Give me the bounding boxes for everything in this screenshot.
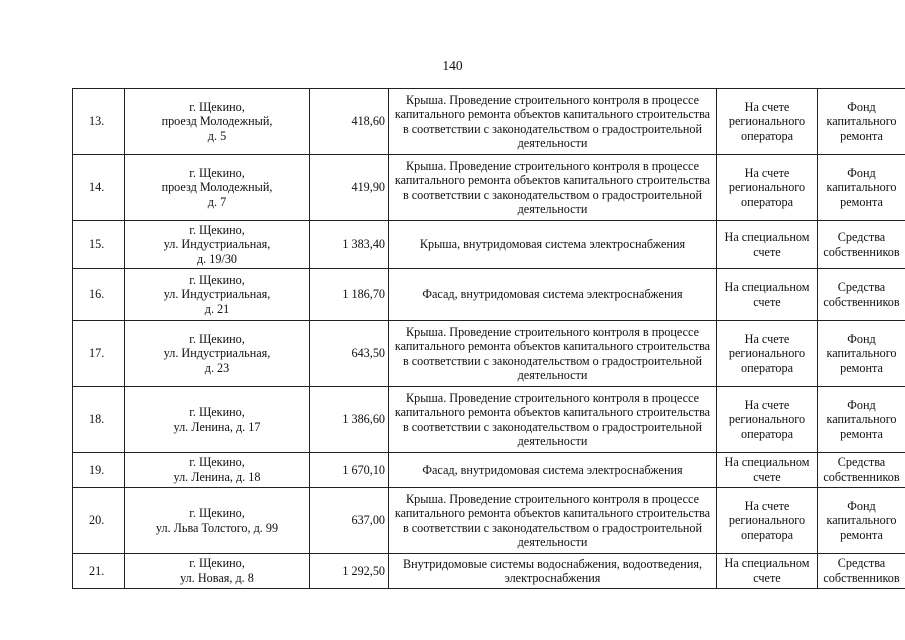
area-cell: 1 383,40: [310, 221, 389, 269]
area-cell: 1 670,10: [310, 453, 389, 488]
table-row: [73, 321, 905, 387]
row-number: 19.: [73, 453, 125, 488]
table-row: [73, 453, 905, 488]
works-cell: Фасад, внутридомовая система электроснабжения: [389, 269, 717, 321]
account-cell: На специальном счете: [717, 269, 818, 321]
area-cell: 1 186,70: [310, 269, 389, 321]
works-cell: Крыша, внутридомовая система электроснабжения: [389, 221, 717, 269]
funding-source-cell: Средства собственников: [818, 221, 905, 269]
table-row: [73, 269, 905, 321]
funding-source-cell: Фонд капитального ремонта: [818, 387, 905, 453]
works-cell: Крыша. Проведение строительного контроля в процессе капитального ремонта объектов капитального строительства в соответствии с законодательством о градостроительной деятельности: [389, 387, 717, 453]
row-number: 18.: [73, 387, 125, 453]
row-number: 13.: [73, 89, 125, 155]
repair-schedule-table: [72, 88, 905, 589]
funding-source-cell: Фонд капитального ремонта: [818, 155, 905, 221]
funding-source-cell: Средства собственников: [818, 554, 905, 589]
table-row: [73, 387, 905, 453]
area-cell: 637,00: [310, 488, 389, 554]
area-cell: 643,50: [310, 321, 389, 387]
funding-source-cell: Средства собственников: [818, 453, 905, 488]
area-cell: 419,90: [310, 155, 389, 221]
works-cell: Внутридомовые системы водоснабжения, водоотведения, электроснабжения: [389, 554, 717, 589]
account-cell: На счете регионального оператора: [717, 89, 818, 155]
table-row: [73, 155, 905, 221]
row-number: 16.: [73, 269, 125, 321]
works-cell: Фасад, внутридомовая система электроснабжения: [389, 453, 717, 488]
account-cell: На счете регионального оператора: [717, 387, 818, 453]
account-cell: На специальном счете: [717, 554, 818, 589]
row-number: 14.: [73, 155, 125, 221]
address-cell: г. Щекино, проезд Молодежный, д. 5: [125, 89, 310, 155]
table-row: [73, 221, 905, 269]
address-cell: г. Щекино, ул. Ленина, д. 17: [125, 387, 310, 453]
works-cell: Крыша. Проведение строительного контроля в процессе капитального ремонта объектов капитального строительства в соответствии с законодательством о градостроительной деятельности: [389, 89, 717, 155]
funding-source-cell: Средства собственников: [818, 269, 905, 321]
table-row: [73, 554, 905, 589]
funding-source-cell: Фонд капитального ремонта: [818, 89, 905, 155]
account-cell: На счете регионального оператора: [717, 488, 818, 554]
row-number: 17.: [73, 321, 125, 387]
address-cell: г. Щекино, ул. Индустриальная, д. 19/30: [125, 221, 310, 269]
account-cell: На специальном счете: [717, 453, 818, 488]
address-cell: г. Щекино, ул. Индустриальная, д. 21: [125, 269, 310, 321]
address-cell: г. Щекино, ул. Ленина, д. 18: [125, 453, 310, 488]
address-cell: г. Щекино, ул. Индустриальная, д. 23: [125, 321, 310, 387]
account-cell: На специальном счете: [717, 221, 818, 269]
page-number: 140: [442, 58, 463, 73]
row-number: 20.: [73, 488, 125, 554]
address-cell: г. Щекино, проезд Молодежный, д. 7: [125, 155, 310, 221]
funding-source-cell: Фонд капитального ремонта: [818, 321, 905, 387]
row-number: 15.: [73, 221, 125, 269]
works-cell: Крыша. Проведение строительного контроля в процессе капитального ремонта объектов капитального строительства в соответствии с законодательством о градостроительной деятельности: [389, 155, 717, 221]
funding-source-cell: Фонд капитального ремонта: [818, 488, 905, 554]
address-cell: г. Щекино, ул. Льва Толстого, д. 99: [125, 488, 310, 554]
row-number: 21.: [73, 554, 125, 589]
area-cell: 418,60: [310, 89, 389, 155]
account-cell: На счете регионального оператора: [717, 321, 818, 387]
table-row: [73, 488, 905, 554]
account-cell: На счете регионального оператора: [717, 155, 818, 221]
works-cell: Крыша. Проведение строительного контроля в процессе капитального ремонта объектов капитального строительства в соответствии с законодательством о градостроительной деятельности: [389, 321, 717, 387]
address-cell: г. Щекино, ул. Новая, д. 8: [125, 554, 310, 589]
area-cell: 1 386,60: [310, 387, 389, 453]
works-cell: Крыша. Проведение строительного контроля в процессе капитального ремонта объектов капитального строительства в соответствии с законодательством о градостроительной деятельности: [389, 488, 717, 554]
area-cell: 1 292,50: [310, 554, 389, 589]
table-row: [73, 89, 905, 155]
